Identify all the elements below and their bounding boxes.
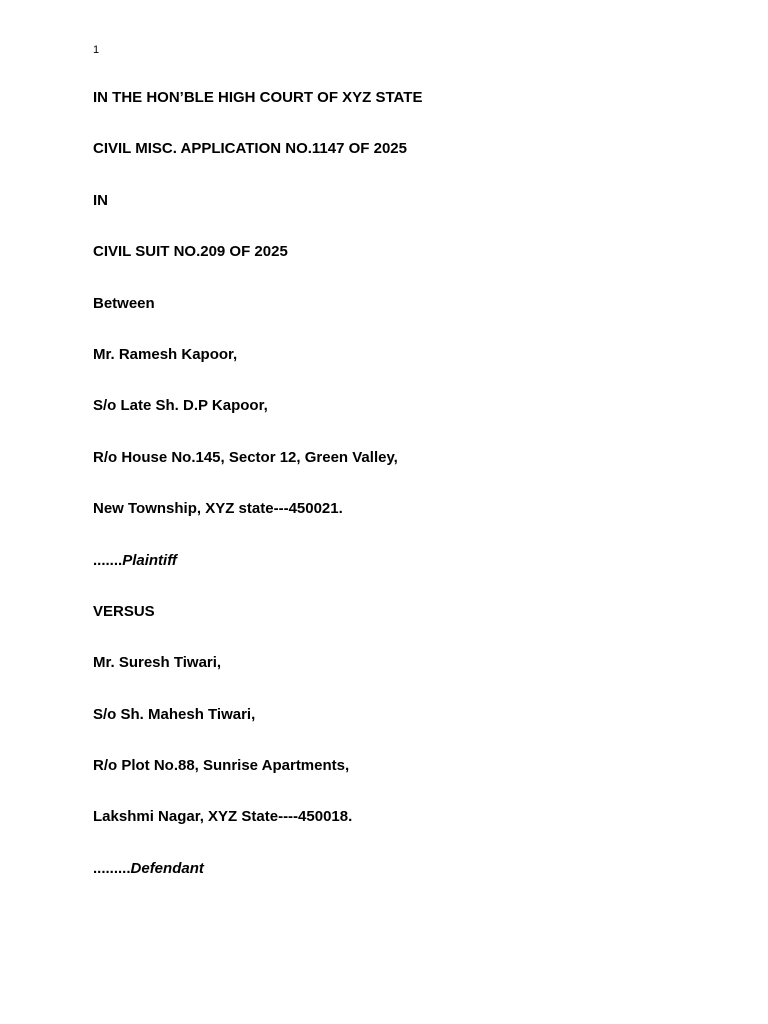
application-number: CIVIL MISC. APPLICATION NO.1147 OF 2025 [93,140,407,158]
between-label: Between [93,294,155,312]
plaintiff-role-dots: ....... [93,551,123,569]
defendant-role-line [93,859,693,879]
document-body [93,88,693,910]
page-number: 1 [93,44,100,56]
in-connector: IN [93,191,108,209]
plaintiff-address-line1: R/o House No.145, Sector 12, Green Valley, [93,448,398,466]
defendant-address-line1: R/o Plot No.88, Sunrise Apartments, [93,757,350,775]
versus-label: VERSUS [93,602,155,620]
defendant-role: Defendant [130,859,204,877]
court-heading: IN THE HON’BLE HIGH COURT OF XYZ STATE [93,89,423,106]
suit-number: CIVIL SUIT NO.209 OF 2025 [93,243,288,261]
plaintiff-role-line [93,551,693,571]
defendant-address-line2: Lakshmi Nagar, XYZ State----450018. [93,808,353,826]
plaintiff-role: Plaintiff [122,551,177,569]
plaintiff-name: Mr. Ramesh Kapoor, [93,345,238,363]
plaintiff-address-line2: New Township, XYZ state---450021. [93,500,343,518]
defendant-parentage: S/o Sh. Mahesh Tiwari, [93,705,256,723]
defendant-role-dots: ......... [93,859,131,877]
plaintiff-parentage: S/o Late Sh. D.P Kapoor, [93,397,268,415]
defendant-name: Mr. Suresh Tiwari, [93,654,222,672]
